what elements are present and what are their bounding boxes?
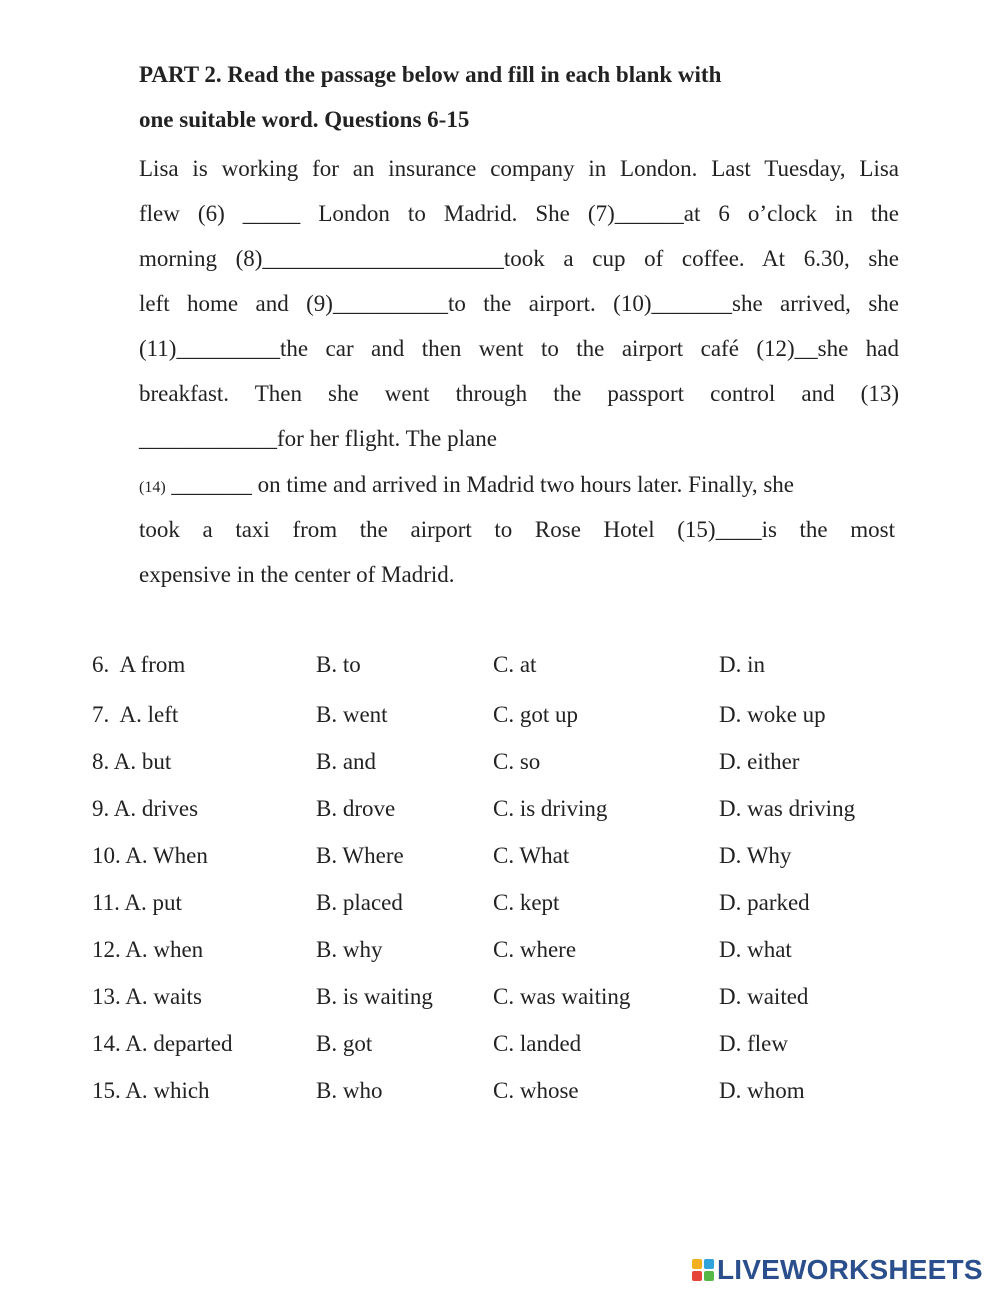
question-number: 13.: [92, 984, 121, 1009]
option-d[interactable]: D. flew: [719, 1031, 788, 1056]
option-c[interactable]: C. landed: [493, 1031, 582, 1056]
question-number: 11.: [92, 890, 120, 915]
option-d[interactable]: D. what: [719, 937, 792, 962]
question-number-14: (14): [139, 479, 166, 496]
option-b[interactable]: B. Where: [316, 843, 404, 868]
option-c[interactable]: C. at: [493, 652, 537, 677]
question-number: 9.: [92, 796, 110, 821]
option-d[interactable]: D. either: [719, 749, 800, 774]
option-c[interactable]: C. What: [493, 843, 570, 868]
question-number-and-option-a[interactable]: [92, 1076, 210, 1106]
option-a[interactable]: A. left: [119, 702, 179, 727]
option-d[interactable]: D. was driving: [719, 796, 856, 821]
question-number: 8.: [92, 749, 110, 774]
option-b[interactable]: B. got: [316, 1031, 373, 1056]
question-number: 14.: [92, 1031, 121, 1056]
option-a[interactable]: A. put: [124, 890, 182, 915]
option-b[interactable]: B. to: [316, 652, 361, 677]
question-row: [0, 794, 1000, 824]
question-number-and-option-a[interactable]: [92, 650, 185, 680]
option-d[interactable]: D. Why: [719, 843, 792, 868]
question-row: [0, 700, 1000, 730]
question-row: [0, 935, 1000, 965]
option-a[interactable]: A. which: [125, 1078, 210, 1103]
option-a[interactable]: A. when: [125, 937, 204, 962]
option-d[interactable]: D. woke up: [719, 702, 826, 727]
part-heading-line-2: one suitable word. Questions 6-15: [139, 107, 470, 132]
question-number-and-option-a[interactable]: [92, 1029, 233, 1059]
question-number: 7.: [92, 702, 110, 727]
question-number-and-option-a[interactable]: [92, 935, 203, 965]
question-number-and-option-a[interactable]: [92, 841, 208, 871]
option-a[interactable]: A. but: [113, 749, 172, 774]
question-row: [0, 888, 1000, 918]
option-c[interactable]: C. got up: [493, 702, 578, 727]
question-number-and-option-a[interactable]: [92, 982, 202, 1012]
option-a[interactable]: A from: [119, 652, 186, 677]
passage-line: Lisa is working for an insurance company in London. Last Tuesday, Lisa: [139, 156, 899, 181]
passage-line: flew (6) _____ London to Madrid. She (7)______at 6 o’clock in the: [139, 201, 899, 226]
option-d[interactable]: D. parked: [719, 890, 810, 915]
question-number: 12.: [92, 937, 121, 962]
passage-line: ____________for her flight. The plane: [139, 426, 497, 451]
option-c[interactable]: C. where: [493, 937, 577, 962]
option-a[interactable]: A. waits: [125, 984, 202, 1009]
question-row: [0, 1076, 1000, 1106]
passage-line: breakfast. Then she went through the passport control and (13): [139, 381, 899, 406]
passage-line: took a taxi from the airport to Rose Hotel (15)____is the most: [139, 517, 895, 542]
passage-line-text: _______ on time and arrived in Madrid two hours later. Finally, she: [165, 472, 795, 497]
option-c[interactable]: C. whose: [493, 1078, 579, 1103]
question-row: [0, 650, 1000, 680]
option-b[interactable]: B. who: [316, 1078, 383, 1103]
option-c[interactable]: C. is driving: [493, 796, 608, 821]
passage-line: left home and (9)__________to the airport. (10)_______she arrived, she: [139, 291, 899, 316]
question-number: 10.: [92, 843, 121, 868]
option-b[interactable]: B. placed: [316, 890, 403, 915]
option-d[interactable]: D. in: [719, 652, 765, 677]
question-row: [0, 747, 1000, 777]
question-number-and-option-a[interactable]: [92, 888, 182, 918]
question-number-and-option-a[interactable]: [92, 747, 171, 777]
part-heading-line-1: PART 2. Read the passage below and fill in each blank with: [139, 62, 722, 87]
logo-text: LIVEWORKSHEETS: [717, 1254, 983, 1285]
question-number: 15.: [92, 1078, 121, 1103]
passage-line: (11)_________the car and then went to the airport café (12)__she had: [139, 336, 899, 361]
option-a[interactable]: A. departed: [125, 1031, 233, 1056]
passage-line: morning (8)_____________________took a cup of coffee. At 6.30, she: [139, 246, 899, 271]
option-b[interactable]: B. why: [316, 937, 383, 962]
option-d[interactable]: D. whom: [719, 1078, 805, 1103]
passage-line: [139, 470, 899, 503]
question-number-and-option-a[interactable]: [92, 700, 178, 730]
option-a[interactable]: A. drives: [113, 796, 199, 821]
option-d[interactable]: D. waited: [719, 984, 809, 1009]
option-b[interactable]: B. and: [316, 749, 377, 774]
question-row: [0, 982, 1000, 1012]
option-b[interactable]: B. drove: [316, 796, 396, 821]
option-c[interactable]: C. kept: [493, 890, 560, 915]
option-b[interactable]: B. is waiting: [316, 984, 433, 1009]
question-row: [0, 1029, 1000, 1059]
option-a[interactable]: A. When: [125, 843, 208, 868]
option-c[interactable]: C. so: [493, 749, 541, 774]
liveworksheets-icon: [691, 1258, 715, 1282]
liveworksheets-logo: [691, 1254, 991, 1286]
passage-line: expensive in the center of Madrid.: [139, 562, 455, 587]
question-number-and-option-a[interactable]: [92, 794, 198, 824]
option-c[interactable]: C. was waiting: [493, 984, 631, 1009]
option-b[interactable]: B. went: [316, 702, 388, 727]
question-row: [0, 841, 1000, 871]
question-number: 6.: [92, 652, 110, 677]
